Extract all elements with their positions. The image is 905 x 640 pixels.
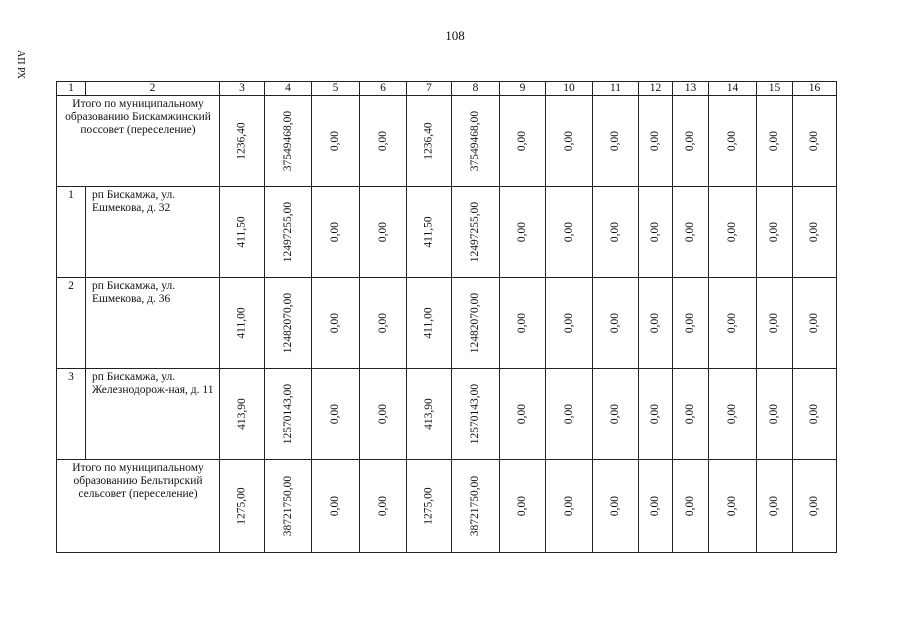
data-table <box>56 81 837 553</box>
value-cell-col-3 <box>220 96 265 187</box>
row-name: Итого по муниципальному образованию Бискамжинский поссовет (переселение) <box>57 96 220 187</box>
value-cell-col-6 <box>360 96 407 187</box>
value-cell-col-12 <box>639 96 673 187</box>
value-cell-col-16 <box>793 460 837 553</box>
value-text: 0,00 <box>684 312 697 334</box>
value-cell-col-9 <box>500 187 546 278</box>
table-row <box>57 460 837 553</box>
value-cell-col-15 <box>757 278 793 369</box>
value-cell-col-3 <box>220 187 265 278</box>
value-text: 0,00 <box>377 312 389 334</box>
value-cell-col-7 <box>407 278 452 369</box>
value-text: 0,00 <box>329 312 342 334</box>
value-cell-col-8 <box>452 96 500 187</box>
value-cell-col-6 <box>360 278 407 369</box>
value-cell-col-12 <box>639 278 673 369</box>
value-cell-col-5 <box>312 187 360 278</box>
value-cell-col-9 <box>500 96 546 187</box>
value-text: 0,00 <box>516 495 529 517</box>
value-cell-col-16 <box>793 96 837 187</box>
value-cell-col-13 <box>673 460 709 553</box>
value-cell-col-14 <box>709 96 757 187</box>
value-cell-col-16 <box>793 187 837 278</box>
value-text: 0,00 <box>329 221 342 243</box>
value-text: 0,00 <box>563 221 575 243</box>
value-text: 0,00 <box>768 403 781 425</box>
value-text: 0,00 <box>768 221 781 243</box>
value-cell-col-14 <box>709 369 757 460</box>
value-cell-col-14 <box>709 460 757 553</box>
table-row <box>57 278 837 369</box>
header-cell-5: 5 <box>312 82 360 96</box>
value-text: 0,00 <box>726 495 739 517</box>
table-row <box>57 187 837 278</box>
value-text: 0,00 <box>808 130 821 152</box>
value-text: 411,50 <box>422 216 435 248</box>
value-cell-col-7 <box>407 460 452 553</box>
header-cell-2: 2 <box>86 82 220 96</box>
value-cell-col-8 <box>452 369 500 460</box>
value-text: 0,00 <box>609 312 622 334</box>
value-text: 0,00 <box>808 221 821 243</box>
side-mark: АП РХ <box>15 50 26 80</box>
value-cell-col-10 <box>546 96 593 187</box>
value-text: 1275,00 <box>423 487 435 525</box>
header-cell-3: 3 <box>220 82 265 96</box>
value-text: 0,00 <box>649 403 662 425</box>
value-text: 0,00 <box>516 403 529 425</box>
value-cell-col-13 <box>673 278 709 369</box>
value-cell-col-5 <box>312 460 360 553</box>
value-cell-col-15 <box>757 187 793 278</box>
value-text: 1236,40 <box>423 122 435 160</box>
page-number: 108 <box>445 28 465 43</box>
value-cell-col-14 <box>709 278 757 369</box>
value-cell-col-8 <box>452 460 500 553</box>
value-text: 0,00 <box>768 312 781 334</box>
value-cell-col-7 <box>407 187 452 278</box>
value-text: 0,00 <box>377 130 389 152</box>
value-text: 0,00 <box>684 403 697 425</box>
value-text: 0,00 <box>377 403 389 425</box>
value-text: 0,00 <box>649 312 662 334</box>
value-text: 0,00 <box>516 130 529 152</box>
value-text: 12570143,00 <box>282 383 294 445</box>
value-text: 1236,40 <box>236 122 248 160</box>
header-cell-12: 12 <box>639 82 673 96</box>
value-cell-col-12 <box>639 369 673 460</box>
value-text: 12497255,00 <box>282 201 294 263</box>
value-text: 0,00 <box>563 403 575 425</box>
value-text: 0,00 <box>726 312 739 334</box>
value-text: 0,00 <box>329 495 342 517</box>
value-cell-col-3 <box>220 369 265 460</box>
table-row <box>57 96 837 187</box>
value-text: 0,00 <box>609 403 622 425</box>
header-cell-10: 10 <box>546 82 593 96</box>
value-text: 0,00 <box>684 221 697 243</box>
value-cell-col-11 <box>593 187 639 278</box>
value-text: 0,00 <box>563 130 575 152</box>
value-text: 0,00 <box>563 312 575 334</box>
value-cell-col-4 <box>265 96 312 187</box>
value-cell-col-11 <box>593 369 639 460</box>
value-cell-col-15 <box>757 96 793 187</box>
value-cell-col-9 <box>500 278 546 369</box>
table-row <box>57 369 837 460</box>
value-cell-col-6 <box>360 460 407 553</box>
header-cell-1: 1 <box>57 82 86 96</box>
value-cell-col-10 <box>546 460 593 553</box>
row-name: Итого по муниципальному образованию Бельтирский сельсовет (переселение) <box>57 460 220 553</box>
value-text: 0,00 <box>516 312 529 334</box>
value-text: 0,00 <box>649 221 662 243</box>
header-cell-4: 4 <box>265 82 312 96</box>
value-text: 12570143,00 <box>469 383 482 445</box>
row-index: 3 <box>57 369 86 460</box>
value-text: 12482070,00 <box>469 292 482 354</box>
value-cell-col-5 <box>312 369 360 460</box>
value-cell-col-16 <box>793 278 837 369</box>
value-text: 12482070,00 <box>282 292 294 354</box>
value-text: 1275,00 <box>236 487 248 525</box>
value-cell-col-4 <box>265 369 312 460</box>
value-cell-col-13 <box>673 187 709 278</box>
value-text: 37549468,00 <box>282 110 294 172</box>
value-cell-col-9 <box>500 460 546 553</box>
value-cell-col-11 <box>593 278 639 369</box>
value-cell-col-9 <box>500 369 546 460</box>
header-cell-11: 11 <box>593 82 639 96</box>
value-text: 0,00 <box>684 130 697 152</box>
value-text: 38721750,00 <box>282 475 294 537</box>
value-cell-col-15 <box>757 369 793 460</box>
value-text: 0,00 <box>684 495 697 517</box>
value-text: 12497255,00 <box>469 201 482 263</box>
value-text: 0,00 <box>726 130 739 152</box>
value-text: 0,00 <box>808 312 821 334</box>
header-cell-15: 15 <box>757 82 793 96</box>
value-cell-col-16 <box>793 369 837 460</box>
value-text: 0,00 <box>609 130 622 152</box>
value-cell-col-4 <box>265 278 312 369</box>
value-text: 0,00 <box>726 403 739 425</box>
row-index: 2 <box>57 278 86 369</box>
value-text: 411,50 <box>235 216 248 248</box>
row-name: рп Бискамжа, ул. Ешмекова, д. 36 <box>86 278 220 369</box>
value-text: 0,00 <box>609 221 622 243</box>
value-text: 413,90 <box>423 398 435 430</box>
value-text: 0,00 <box>649 130 662 152</box>
value-cell-col-12 <box>639 187 673 278</box>
header-row <box>57 82 837 96</box>
value-text: 0,00 <box>609 495 622 517</box>
value-cell-col-7 <box>407 96 452 187</box>
header-cell-9: 9 <box>500 82 546 96</box>
value-cell-col-4 <box>265 187 312 278</box>
value-cell-col-13 <box>673 96 709 187</box>
value-text: 0,00 <box>377 221 389 243</box>
value-cell-col-6 <box>360 187 407 278</box>
value-text: 0,00 <box>726 221 739 243</box>
value-cell-col-7 <box>407 369 452 460</box>
header-cell-16: 16 <box>793 82 837 96</box>
value-text: 0,00 <box>808 403 821 425</box>
value-text: 0,00 <box>768 130 781 152</box>
value-text: 413,90 <box>236 398 248 430</box>
value-text: 0,00 <box>377 495 389 517</box>
row-name: рп Бискамжа, ул. Железнодорож-ная, д. 11 <box>86 369 220 460</box>
value-text: 0,00 <box>329 403 342 425</box>
value-cell-col-13 <box>673 369 709 460</box>
value-cell-col-3 <box>220 278 265 369</box>
value-text: 411,00 <box>422 307 435 339</box>
value-text: 411,00 <box>235 307 248 339</box>
value-cell-col-14 <box>709 187 757 278</box>
value-cell-col-3 <box>220 460 265 553</box>
value-cell-col-5 <box>312 96 360 187</box>
value-cell-col-8 <box>452 278 500 369</box>
value-cell-col-12 <box>639 460 673 553</box>
header-cell-6: 6 <box>360 82 407 96</box>
value-text: 38721750,00 <box>469 475 482 537</box>
value-text: 0,00 <box>516 221 529 243</box>
row-name: рп Бискамжа, ул. Ешмекова, д. 32 <box>86 187 220 278</box>
value-text: 0,00 <box>808 495 821 517</box>
value-cell-col-8 <box>452 187 500 278</box>
header-cell-8: 8 <box>452 82 500 96</box>
value-text: 0,00 <box>329 130 342 152</box>
value-text: 0,00 <box>563 495 575 517</box>
header-cell-14: 14 <box>709 82 757 96</box>
row-index: 1 <box>57 187 86 278</box>
value-cell-col-10 <box>546 187 593 278</box>
header-cell-7: 7 <box>407 82 452 96</box>
value-cell-col-4 <box>265 460 312 553</box>
value-cell-col-15 <box>757 460 793 553</box>
value-cell-col-10 <box>546 278 593 369</box>
value-cell-col-5 <box>312 278 360 369</box>
value-cell-col-11 <box>593 96 639 187</box>
value-cell-col-6 <box>360 369 407 460</box>
value-cell-col-11 <box>593 460 639 553</box>
header-cell-13: 13 <box>673 82 709 96</box>
value-text: 0,00 <box>649 495 662 517</box>
value-cell-col-10 <box>546 369 593 460</box>
value-text: 37549468,00 <box>469 110 482 172</box>
value-text: 0,00 <box>768 495 781 517</box>
